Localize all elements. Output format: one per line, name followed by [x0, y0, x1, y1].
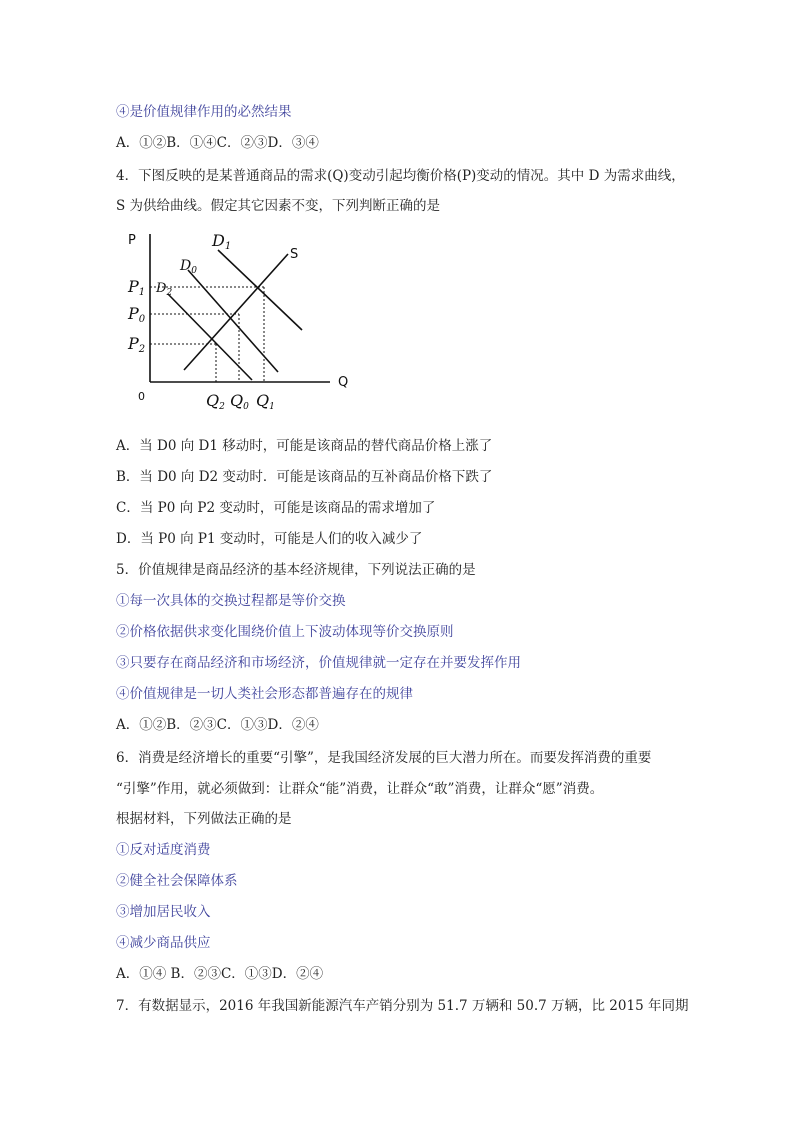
label-s: S	[290, 247, 299, 262]
text-line-9: 5．价值规律是商品经济的基本经济规律，下列说法正确的是	[116, 562, 476, 578]
text-line-16: “引擎”作用，就必须做到：让群众“能”消费，让群众“敢”消费，让群众“愿”消费。	[116, 781, 604, 797]
text-line-2: A．①②B．①④C．②③D．③④	[116, 135, 319, 151]
supply-demand-diagram	[120, 226, 360, 416]
text-line-4: S 为供给曲线。假定其它因素不变，下列判断正确的是	[116, 198, 441, 214]
supply-curve-s	[184, 254, 288, 370]
text-line-7: C．当 P0 向 P2 变动时，可能是该商品的需求增加了	[116, 500, 436, 516]
text-line-18: ①反对适度消费	[116, 842, 211, 858]
label-p2: P2	[128, 334, 146, 355]
label-q1: Q1	[256, 391, 275, 412]
label-d0: $D_0$	[180, 258, 197, 276]
axis-label-p: P	[128, 233, 136, 248]
origin-label: 0	[138, 390, 145, 403]
text-line-5: A．当 D0 向 D1 移动时，可能是该商品的替代商品价格上涨了	[116, 438, 493, 454]
text-line-15: 6．消费是经济增长的重要“引擎”，是我国经济发展的巨大潜力所在。而要发挥消费的重要	[116, 750, 652, 766]
label-p0: P0	[128, 304, 146, 325]
text-line-6: B．当 D0 向 D2 变动时．可能是该商品的互补商品价格下跌了	[116, 469, 493, 485]
text-line-23: 7．有数据显示，2016 年我国新能源汽车产销分别为 51.7 万辆和 50.7 万辆，比 2015 年同期	[116, 998, 689, 1014]
text-line-14: A．①②B．②③C．①③D．②④	[116, 717, 319, 733]
text-line-17: 根据材料，下列做法正确的是	[116, 811, 292, 827]
text-line-3: 4．下图反映的是某普通商品的需求(Q)变动引起均衡价格(P)变动的情况。其中 D 为需求曲线，	[116, 168, 685, 184]
diagram-svg	[120, 226, 360, 416]
label-d1: D1	[212, 231, 232, 252]
text-line-20: ③增加居民收入	[116, 904, 211, 920]
text-line-12: ③只要存在商品经济和市场经济，价值规律就一定存在并要发挥作用	[116, 655, 521, 671]
text-line-22: A．①④ B．②③C．①③D．②④	[116, 966, 324, 982]
axis-label-q: Q	[338, 375, 349, 390]
label-p1: P1	[128, 277, 146, 298]
label-q2: Q2	[206, 391, 225, 412]
text-line-10: ①每一次具体的交换过程都是等价交换	[116, 593, 346, 609]
label-d2: $D_2$	[156, 281, 173, 298]
text-line-19: ②健全社会保障体系	[116, 873, 238, 889]
text-line-11: ②价格依据供求变化围绕价值上下波动体现等价交换原则	[116, 624, 454, 640]
text-line-13: ④价值规律是一切人类社会形态都普遍存在的规律	[116, 686, 413, 702]
text-line-21: ④减少商品供应	[116, 935, 211, 951]
text-line-1: ④是价值规律作用的必然结果	[116, 104, 292, 120]
text-line-8: D．当 P0 向 P1 变动时，可能是人们的收入减少了	[116, 531, 423, 547]
label-q0: Q0	[230, 391, 249, 412]
